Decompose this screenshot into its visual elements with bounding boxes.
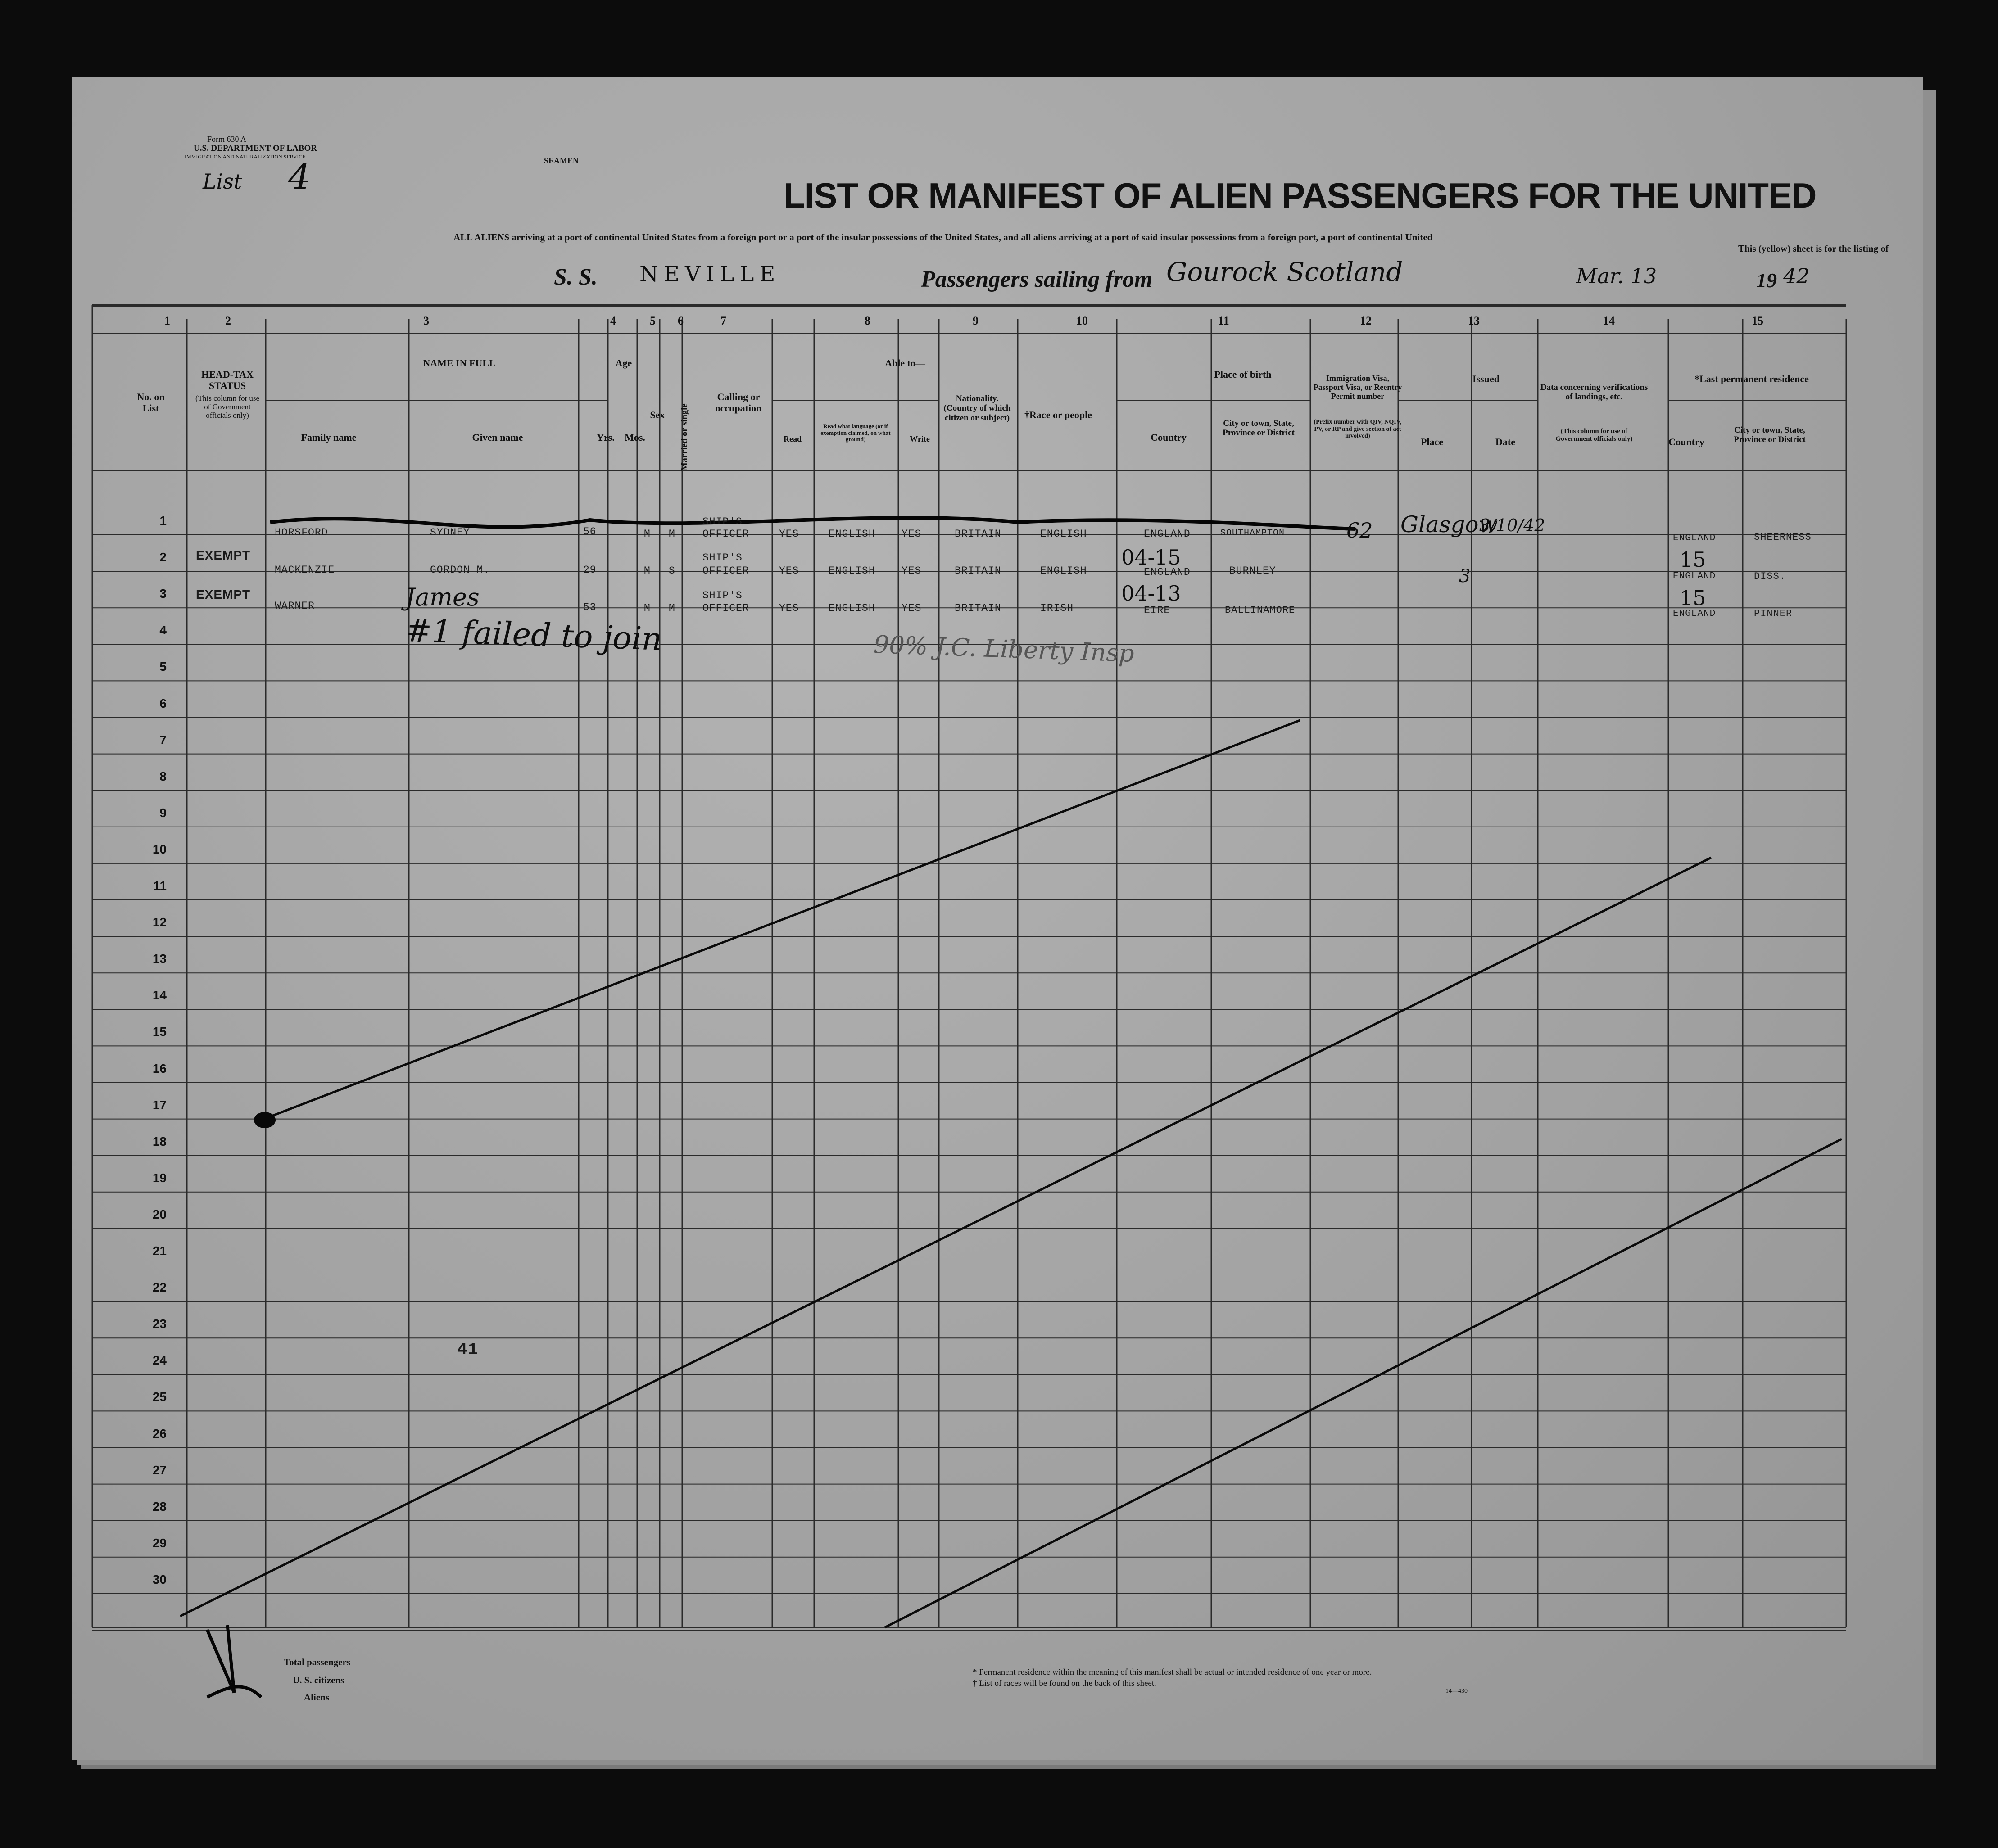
sailing-label: Passengers sailing from (921, 267, 1153, 292)
cancel-stroke (180, 858, 1711, 1616)
column-number: 14 (1603, 314, 1615, 327)
column-number: 11 (1218, 314, 1229, 327)
row-number: 2 (159, 550, 167, 565)
cancel-stroke (261, 720, 1300, 1120)
row-1-calling-2: OFFICER (702, 528, 749, 540)
row-2-head-tax: EXEMPT (196, 548, 251, 562)
row-1-age: 56 (583, 526, 597, 538)
sailing-from: Gourock Scotland (1166, 257, 1403, 287)
row-2-res-city: DISS. (1754, 571, 1786, 582)
sailing-date: Mar. 13 (1576, 264, 1657, 288)
header-age: Age (615, 357, 632, 369)
row-number: 22 (152, 1280, 167, 1295)
column-number: 8 (865, 314, 870, 327)
row-number: 9 (159, 805, 167, 820)
header-calling: Calling or occupation (715, 391, 762, 414)
column-number: 12 (1360, 314, 1372, 327)
header-name-in-full: NAME IN FULL (423, 357, 496, 369)
row-2-race: ENGLISH (1040, 565, 1087, 577)
footer-us-citizens: U. S. citizens (293, 1675, 344, 1685)
header-visa-note: (Prefix number with QIV, NQIV, PV, or RP and give section of act involved) (1314, 419, 1402, 440)
row-3-sex: M (644, 602, 651, 614)
row-1-read: YES (779, 528, 799, 540)
header-head-tax: HEAD-TAX STATUS (201, 369, 254, 391)
row-number: 16 (152, 1061, 167, 1075)
list-label: List (203, 169, 242, 194)
row-2-res-country: ENGLAND (1673, 571, 1716, 582)
row-2-ditto-3: 3 (1459, 566, 1471, 587)
row-number: 28 (152, 1499, 167, 1514)
row-2-birth-country: ENGLAND (1144, 566, 1191, 578)
row-3-calling-2: OFFICER (702, 602, 749, 614)
column-number: 5 (650, 314, 656, 327)
column-number: 13 (1468, 314, 1480, 327)
column-number: 7 (720, 314, 726, 327)
ship-label: S. S. (554, 264, 598, 290)
header-read: Read (784, 434, 802, 443)
form-number: Form 630 A (207, 135, 247, 144)
column-number: 3 (423, 314, 429, 327)
row-number: 15 (152, 1025, 167, 1039)
service-name: IMMIGRATION AND NATURALIZATION SERVICE (185, 154, 306, 160)
header-visa: Immigration Visa, Passport Visa, or Reentry Permit number (1313, 374, 1402, 401)
header-nationality: Nationality. (Country of which citizen or subject) (943, 394, 1011, 423)
row-3-birth-code: 04-13 (1121, 581, 1181, 605)
manifest-title: LIST OR MANIFEST OF ALIEN PASSENGERS FOR THE UNITED (784, 176, 1817, 215)
header-write: Write (910, 434, 930, 443)
row-2-age: 29 (583, 564, 597, 576)
row-number: 18 (152, 1134, 167, 1148)
row-number: 13 (152, 952, 167, 966)
column-number: 4 (610, 314, 616, 327)
header-read-language: Read what language (or if exemption claimed, on what ground) (820, 423, 891, 443)
ink-blot (254, 1112, 276, 1128)
footer-races-note: † List of races will be found on the back of this sheet. (973, 1679, 1156, 1688)
header-issued: Issued (1472, 373, 1500, 384)
row-number: 7 (159, 732, 167, 747)
column-number: 6 (678, 314, 684, 327)
row-number: 4 (159, 623, 167, 637)
row-2-res-code: 15 (1680, 547, 1706, 572)
row-1-calling-1: SHIP'S (702, 516, 743, 528)
ruling-grid (72, 77, 1923, 1760)
row-1-res-city: SHEERNESS (1754, 532, 1812, 543)
row-3-given: James (405, 583, 480, 611)
row-3-family: WARNER (275, 600, 315, 612)
row-2-birth-city: BURNLEY (1229, 565, 1276, 577)
stamped-number: 41 (457, 1340, 479, 1360)
header-verifications: Data concerning verifications of landings, etc. (1540, 383, 1648, 402)
row-number: 8 (159, 769, 167, 783)
column-number: 1 (164, 314, 170, 327)
footer-residence-note: * Permanent residence within the meaning of this manifest shall be actual or intended residence of one year or more. (973, 1667, 1372, 1677)
row-1-birth-city: SOUTHAMPTON (1220, 528, 1285, 538)
row-number: 14 (152, 988, 167, 1003)
header-city-town: City or town, State, Province or District (1223, 419, 1295, 438)
header-verifications-note: (This column for use of Government officials only) (1555, 428, 1633, 443)
row-3-res-country: ENGLAND (1673, 609, 1716, 619)
header-mos: Mos. (625, 432, 645, 443)
row-3-marital: M (669, 602, 675, 614)
cancel-stroke (885, 1139, 1842, 1627)
header-res-country: Country (1668, 436, 1704, 447)
row-2-sex: M (644, 565, 651, 577)
row-3-nationality: BRITAIN (955, 602, 1001, 614)
row-3-birth-country: EIRE (1144, 605, 1171, 616)
row-1-sex: M (644, 528, 651, 540)
row-2-nationality: BRITAIN (955, 565, 1001, 577)
row-number: 3 (159, 587, 167, 601)
row-2-marital: S (669, 565, 675, 577)
row-3-head-tax: EXEMPT (196, 587, 251, 601)
header-able-to: Able to— (885, 357, 925, 369)
row-number: 12 (152, 915, 167, 930)
row-1-write: YES (902, 528, 922, 540)
row-1-family: HORSFORD (275, 527, 328, 538)
row-1-given: SYDNEY (430, 527, 470, 538)
header-place-of-birth: Place of birth (1214, 369, 1272, 380)
row-3-race: IRISH (1040, 602, 1074, 614)
row-3-write: YES (902, 602, 922, 614)
footer-aliens: Aliens (304, 1692, 330, 1703)
department-name: U.S. DEPARTMENT OF LABOR (194, 144, 317, 153)
row-2-given: GORDON M. (430, 564, 490, 576)
row-number: 21 (152, 1244, 167, 1258)
header-last-residence: *Last permanent residence (1694, 373, 1809, 384)
row-number: 17 (152, 1098, 167, 1112)
row-3-calling-1: SHIP'S (702, 590, 743, 601)
row-1-birth-country: ENGLAND (1144, 528, 1191, 540)
inspector-note: 90% J.C. Liberty Insp (873, 630, 1135, 668)
row-2-family: MACKENZIE (275, 564, 335, 576)
row-1-language: ENGLISH (829, 528, 875, 540)
row-number: 10 (152, 842, 167, 856)
row-1-nationality: BRITAIN (955, 528, 1001, 540)
header-married: Married or single (679, 403, 689, 471)
header-yrs: Yrs. (597, 432, 615, 443)
header-family-name: Family name (301, 432, 357, 443)
row-3-birth-city: BALLINAMORE (1225, 605, 1296, 616)
row-number: 11 (153, 879, 167, 893)
row-number: 6 (159, 696, 167, 710)
column-number: 15 (1752, 314, 1763, 327)
header-date: Date (1495, 436, 1515, 447)
year-suffix: 42 (1783, 264, 1810, 288)
header-no-on-list: No. on List (137, 391, 165, 414)
row-2-birth-code: 04-15 (1121, 545, 1181, 569)
header-sex: Sex (650, 409, 665, 420)
row-number: 29 (152, 1536, 167, 1550)
column-number: 10 (1076, 314, 1088, 327)
subtitle-line-2: This (yellow) sheet is for the listing of (1738, 243, 1889, 254)
row-1-res-country: ENGLAND (1673, 533, 1716, 543)
ship-name: NEVILLE (639, 262, 781, 287)
row-number: 25 (152, 1390, 167, 1404)
header-race: †Race or people (1024, 409, 1092, 420)
year-prefix: 19 (1756, 269, 1777, 292)
column-number: 9 (973, 314, 979, 327)
row-1-race: ENGLISH (1040, 528, 1087, 540)
row-2-language: ENGLISH (829, 565, 875, 577)
row-number: 24 (152, 1353, 167, 1368)
row-2-calling-2: OFFICER (702, 565, 749, 577)
column-number: 2 (225, 314, 231, 327)
list-number: 4 (288, 157, 311, 198)
header-res-city: City or town, State, Province or District (1734, 425, 1806, 445)
row-number: 1 (159, 514, 167, 528)
header-place: Place (1420, 436, 1444, 447)
row-2-calling-1: SHIP'S (702, 552, 743, 564)
row-2-read: YES (779, 565, 799, 577)
footer-total-passengers: Total passengers (284, 1657, 350, 1667)
row-3-read: YES (779, 602, 799, 614)
row-number: 20 (152, 1207, 167, 1221)
row-2-write: YES (902, 565, 922, 577)
inspector-check-mark (207, 1625, 261, 1697)
row-1-marital: M (669, 528, 675, 540)
manifest-sheet (72, 77, 1923, 1760)
header-country: Country (1151, 432, 1187, 443)
row-number: 23 (152, 1317, 167, 1331)
row-1-visa: 62 (1346, 518, 1373, 542)
subtitle-line-1: ALL ALIENS arriving at a port of continental United States from a foreign port or a port of the insular possessions of the United States, and all aliens arriving at a port of said insular possessions from a foreign port, a port of continental United (453, 232, 1433, 243)
footer-form-code: 14—430 (1445, 1688, 1468, 1694)
row-3-res-city: PINNER (1754, 608, 1793, 619)
row-number: 30 (152, 1572, 167, 1586)
row-3-res-code: 15 (1680, 586, 1706, 610)
row-number: 5 (159, 660, 167, 674)
header-given-name: Given name (472, 432, 523, 443)
seamen-label: SEAMEN (544, 156, 579, 165)
row-1-issued-place: Glasgow (1400, 511, 1498, 538)
row-3-language: ENGLISH (829, 602, 875, 614)
failed-to-join-note: #1 failed to join (404, 612, 663, 658)
row-number: 19 (152, 1170, 167, 1185)
row-number: 27 (152, 1463, 167, 1477)
row-3-age: 53 (583, 601, 597, 613)
row-1-issued-date: 3/10/42 (1479, 515, 1545, 535)
row-number: 26 (152, 1426, 167, 1441)
header-head-tax-note: (This column for use of Government officials only) (195, 394, 260, 420)
